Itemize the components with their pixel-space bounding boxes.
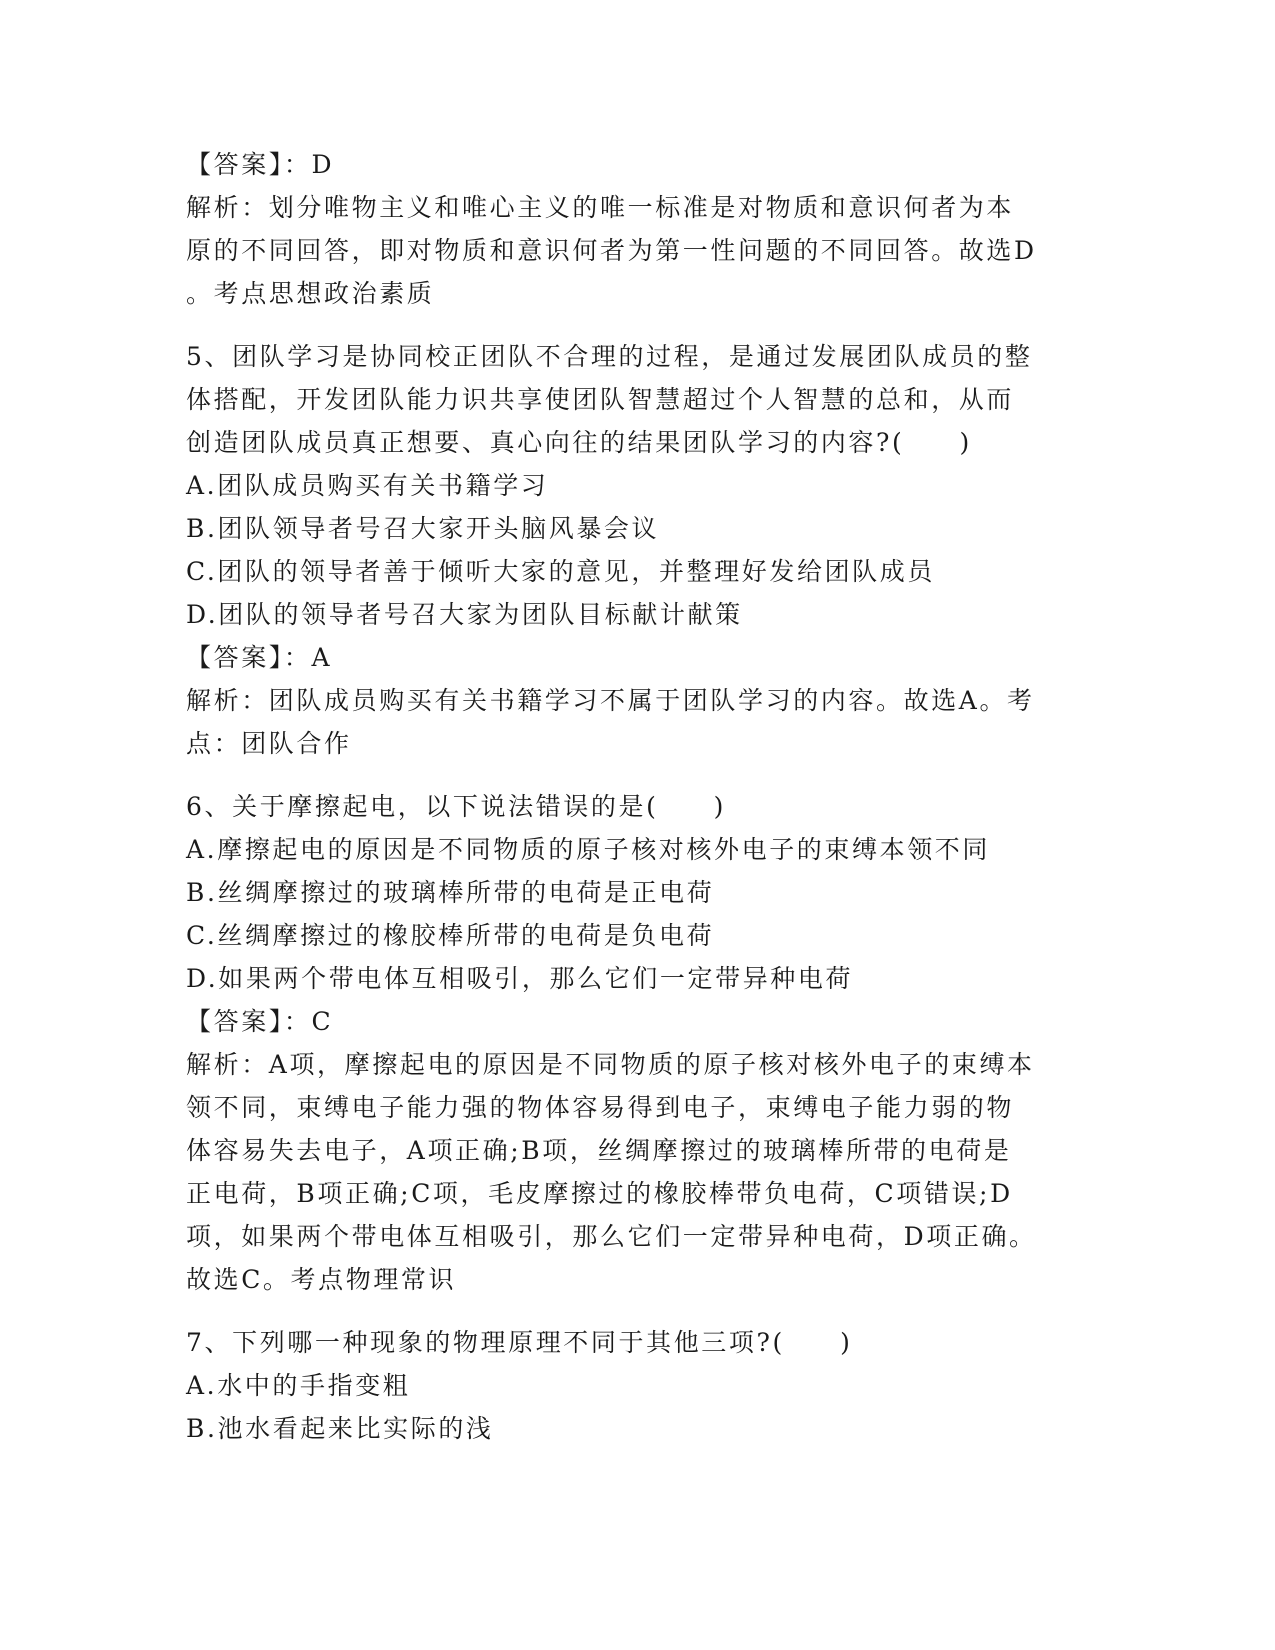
option-a: A.摩擦起电的原因是不同物质的原子核对核外电子的束缚本领不同: [186, 835, 991, 864]
option-b: B.团队领导者号召大家开头脑风暴会议: [186, 514, 660, 543]
explanation-line: 解析：A项，摩擦起电的原因是不同物质的原子核对核外电子的束缚本: [186, 1050, 1035, 1079]
explanation-line: 体容易失去电子，A项正确;B项，丝绸摩擦过的玻璃棒所带的电荷是: [186, 1136, 1012, 1165]
explanation-line: 原的不同回答，即对物质和意识何者为第一性问题的不同回答。故选D: [186, 236, 1037, 265]
explanation-line: 项，如果两个带电体互相吸引，那么它们一定带异种电荷，D项正确。: [186, 1222, 1037, 1251]
explanation-line: 正电荷，B项正确;C项，毛皮摩擦过的橡胶棒带负电荷，C项错误;D: [186, 1179, 1013, 1208]
block-gap: [186, 765, 1086, 785]
question-block-6: [186, 785, 1086, 1301]
question-block-7: [186, 1321, 1086, 1450]
option-b: B.丝绸摩擦过的玻璃棒所带的电荷是正电荷: [186, 878, 715, 907]
answer-label: 【答案】：A: [186, 643, 333, 672]
explanation-line: 点：团队合作: [186, 729, 352, 758]
answer-label: 【答案】：C: [186, 1007, 334, 1036]
answer-block-q4: [186, 143, 1086, 315]
explanation-line: 解析：划分唯物主义和唯心主义的唯一标准是对物质和意识何者为本: [186, 193, 1015, 222]
explanation-line: 领不同，束缚电子能力强的物体容易得到电子，束缚电子能力弱的物: [186, 1093, 1015, 1122]
question-stem: 5、团队学习是协同校正团队不合理的过程，是通过发展团队成员的整: [186, 342, 1033, 371]
option-a: A.水中的手指变粗: [186, 1371, 411, 1400]
option-d: D.团队的领导者号召大家为团队目标献计献策: [186, 600, 743, 629]
answer-label: 【答案】：D: [186, 150, 335, 179]
question-stem: 6、关于摩擦起电，以下说法错误的是( ): [186, 792, 727, 821]
explanation-line: 解析：团队成员购买有关书籍学习不属于团队学习的内容。故选A。考: [186, 686, 1035, 715]
question-stem: 创造团队成员真正想要、真心向往的结果团队学习的内容?( ): [186, 428, 972, 457]
question-stem: 7、下列哪一种现象的物理原理不同于其他三项?( ): [186, 1328, 853, 1357]
option-c: C.丝绸摩擦过的橡胶棒所带的电荷是负电荷: [186, 921, 715, 950]
question-stem: 体搭配，开发团队能力识共享使团队智慧超过个人智慧的总和，从而: [186, 385, 1015, 414]
document-content: [186, 143, 1086, 1450]
block-gap: [186, 315, 1086, 335]
block-gap: [186, 1301, 1086, 1321]
question-block-5: [186, 335, 1086, 765]
option-d: D.如果两个带电体互相吸引，那么它们一定带异种电荷: [186, 964, 854, 993]
option-b: B.池水看起来比实际的浅: [186, 1414, 494, 1443]
option-c: C.团队的领导者善于倾听大家的意见，并整理好发给团队成员: [186, 557, 935, 586]
option-a: A.团队成员购买有关书籍学习: [186, 471, 549, 500]
explanation-line: 故选C。考点物理常识: [186, 1265, 457, 1294]
explanation-line: 。考点思想政治素质: [186, 279, 435, 308]
